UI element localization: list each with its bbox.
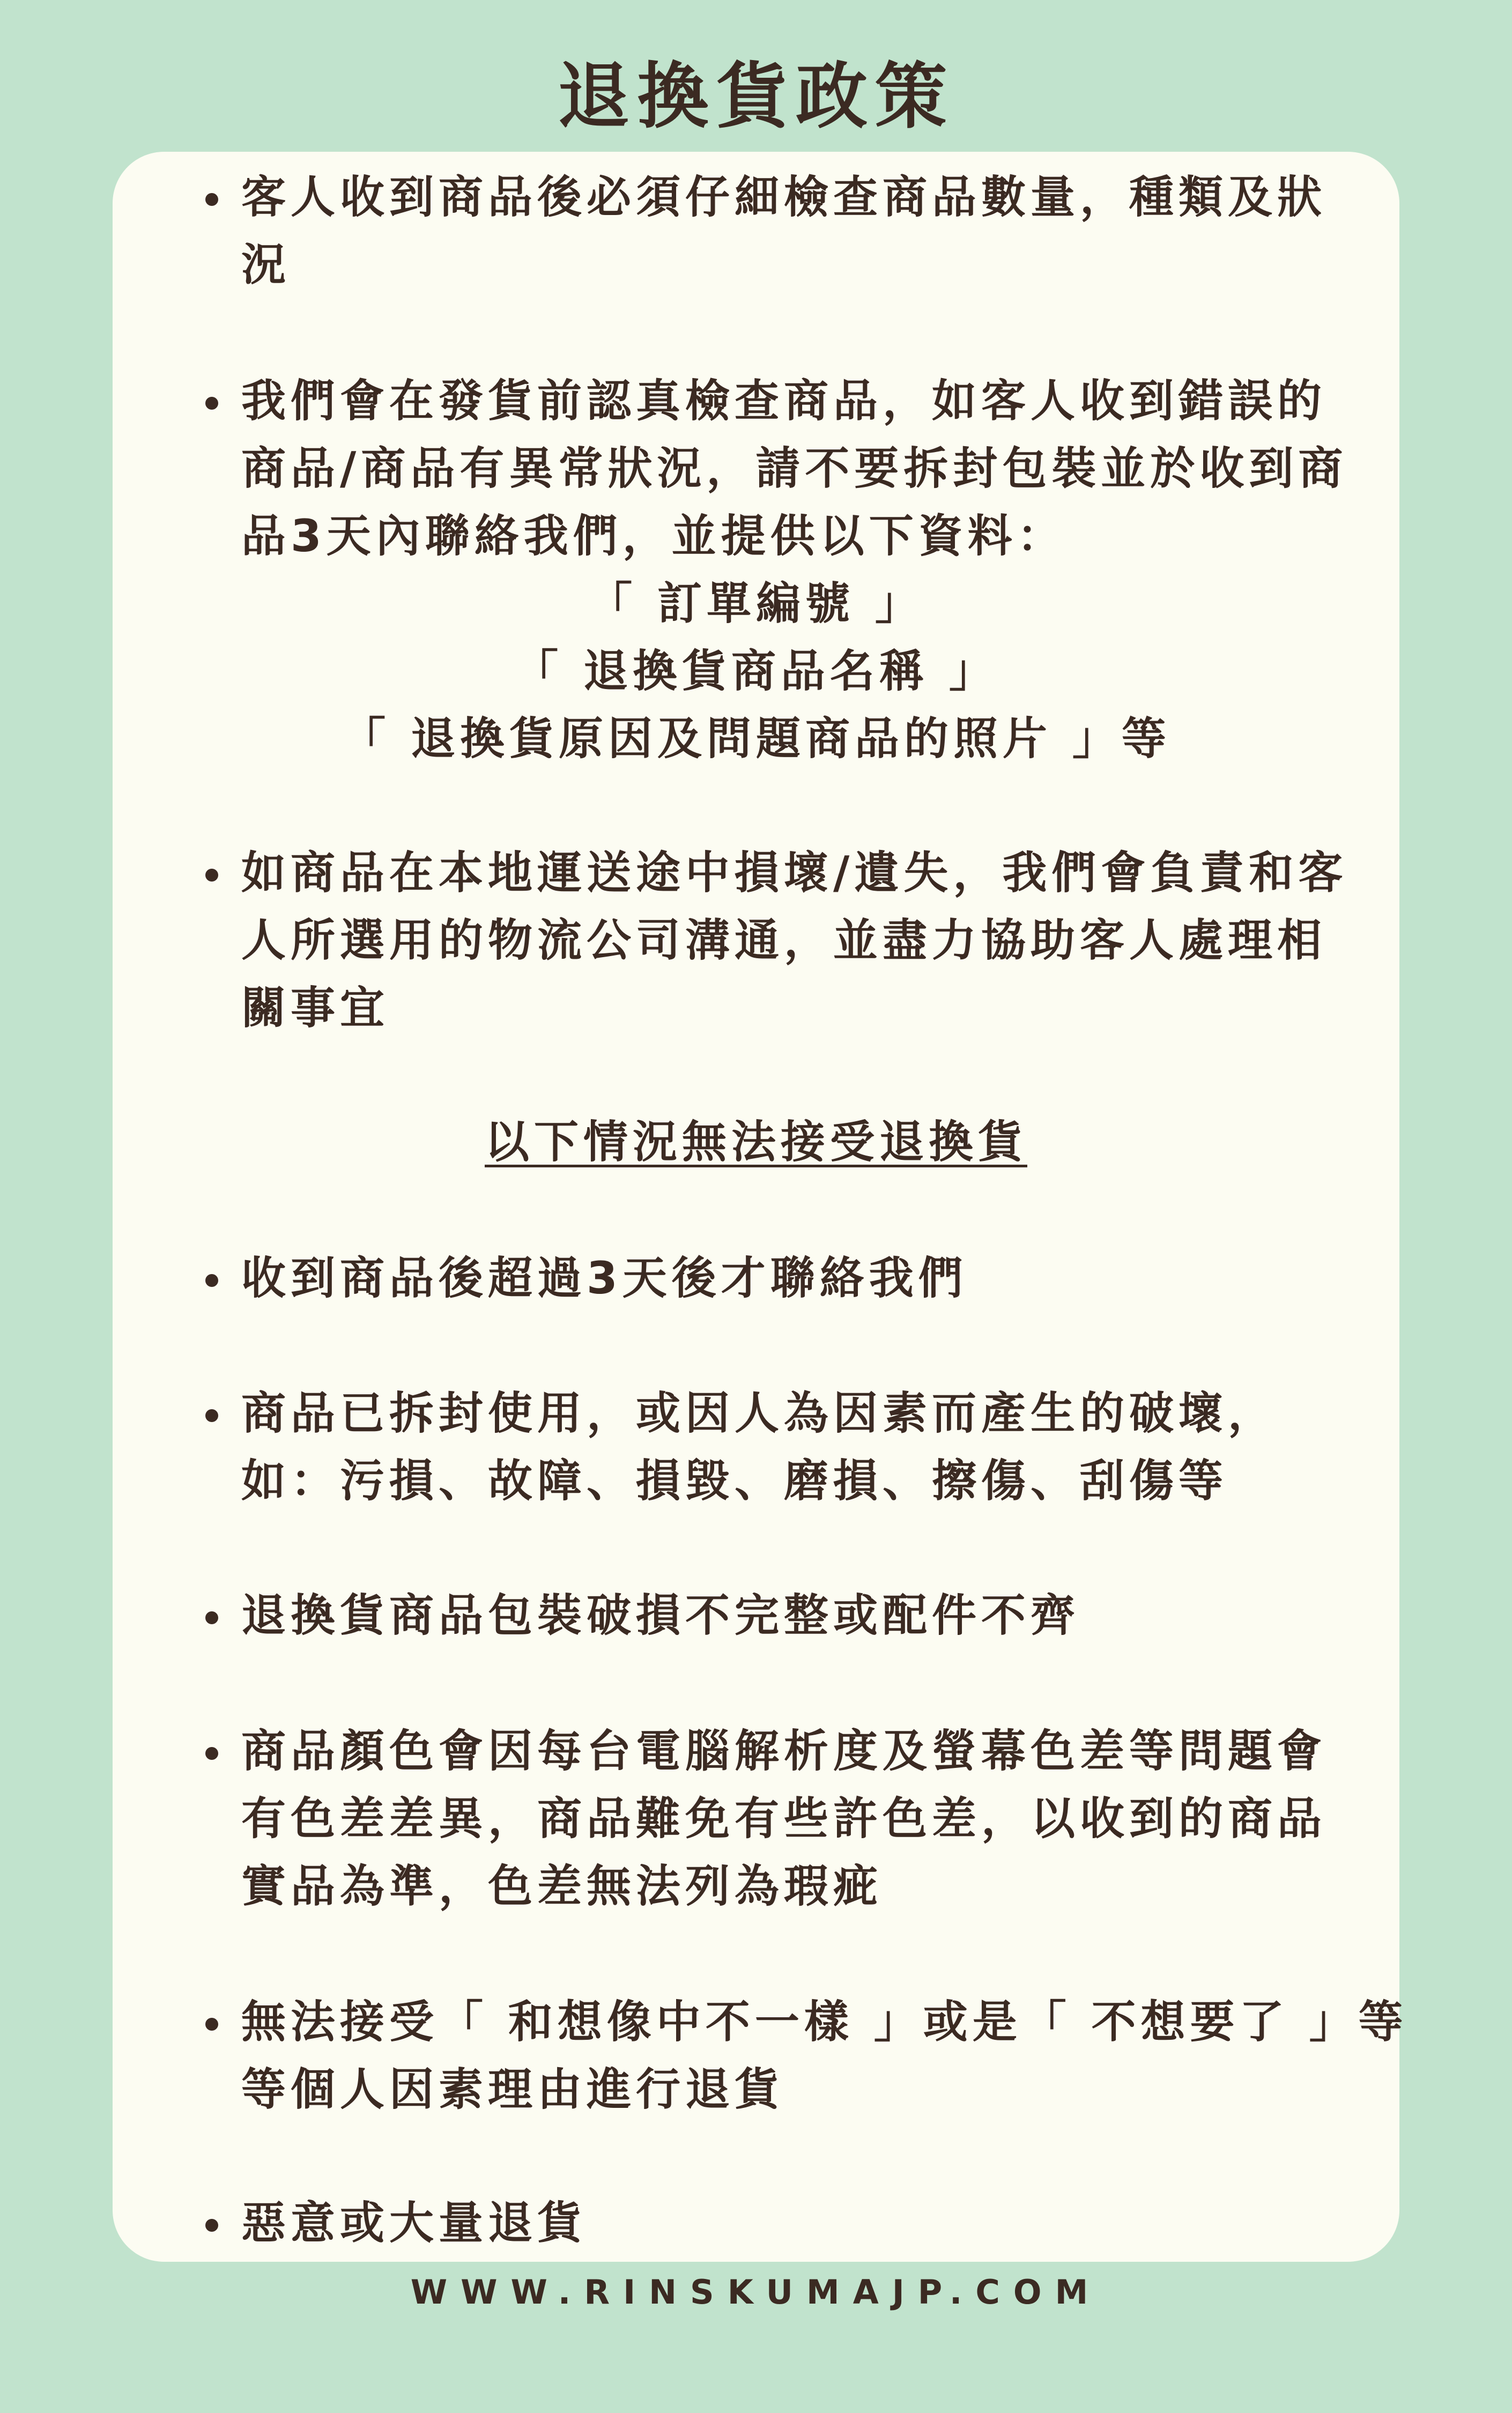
bullet-dot [205,2018,218,2031]
page-title: 退換貨政策 [557,55,954,138]
website-url: WWW.RINSKUMAJP.COM [410,2273,1102,2312]
bullet-dot [205,2219,218,2232]
policy-item: 客人收到商品後必須仔細檢查商品數量，種類及狀 況 [241,171,1326,291]
bullet-dot [205,1274,218,1287]
required-info-order-number: 「 訂單編號 」 [588,578,924,630]
bullet-dot [205,1747,218,1760]
exclusion-item: 商品已拆封使用，或因人為因素而產生的破壞， 如：污損、故障、損毀、磨損、擦傷、刮傷等 [241,1387,1277,1507]
policy-item: 如商品在本地運送途中損壞/遺失，我們會負責和客 人所選用的物流公司溝通，並盡力協助客人處理相 關事宜 [241,847,1348,1034]
section-heading: 以下情況無法接受退換貨 [485,1116,1027,1168]
bullet-dot [205,397,218,410]
exclusion-item: 收到商品後超過3天後才聯絡我們 [241,1252,968,1304]
required-info-reason-photos: 「 退換貨原因及問題商品的照片 」等 [341,713,1171,765]
bullet-dot [205,193,218,206]
exclusion-item: 退換貨商品包裝破損不完整或配件不齊 [241,1589,1080,1641]
exclusion-item: 惡意或大量退貨 [241,2197,587,2249]
policy-item: 我們會在發貨前認真檢查商品，如客人收到錯誤的 商品/商品有異常狀況，請不要拆封包裝並於收到商 品3天內聯絡我們，並提供以下資料： [241,375,1348,562]
exclusion-item: 商品顏色會因每台電腦解析度及螢幕色差等問題會 有色差差異，商品難免有些許色差，以收到的商品 實品為準，色差無法列為瑕疵 [241,1725,1326,1912]
exclusion-item: 無法接受「 和想像中不一樣 」或是「 不想要了 」等 等個人因素理由進行退貨 [241,1996,1408,2115]
bullet-dot [205,869,218,882]
bullet-dot [205,1611,218,1624]
bullet-dot [205,1409,218,1422]
required-info-product-name: 「 退換貨商品名稱 」 [514,645,998,697]
policy-card [113,152,1408,2262]
